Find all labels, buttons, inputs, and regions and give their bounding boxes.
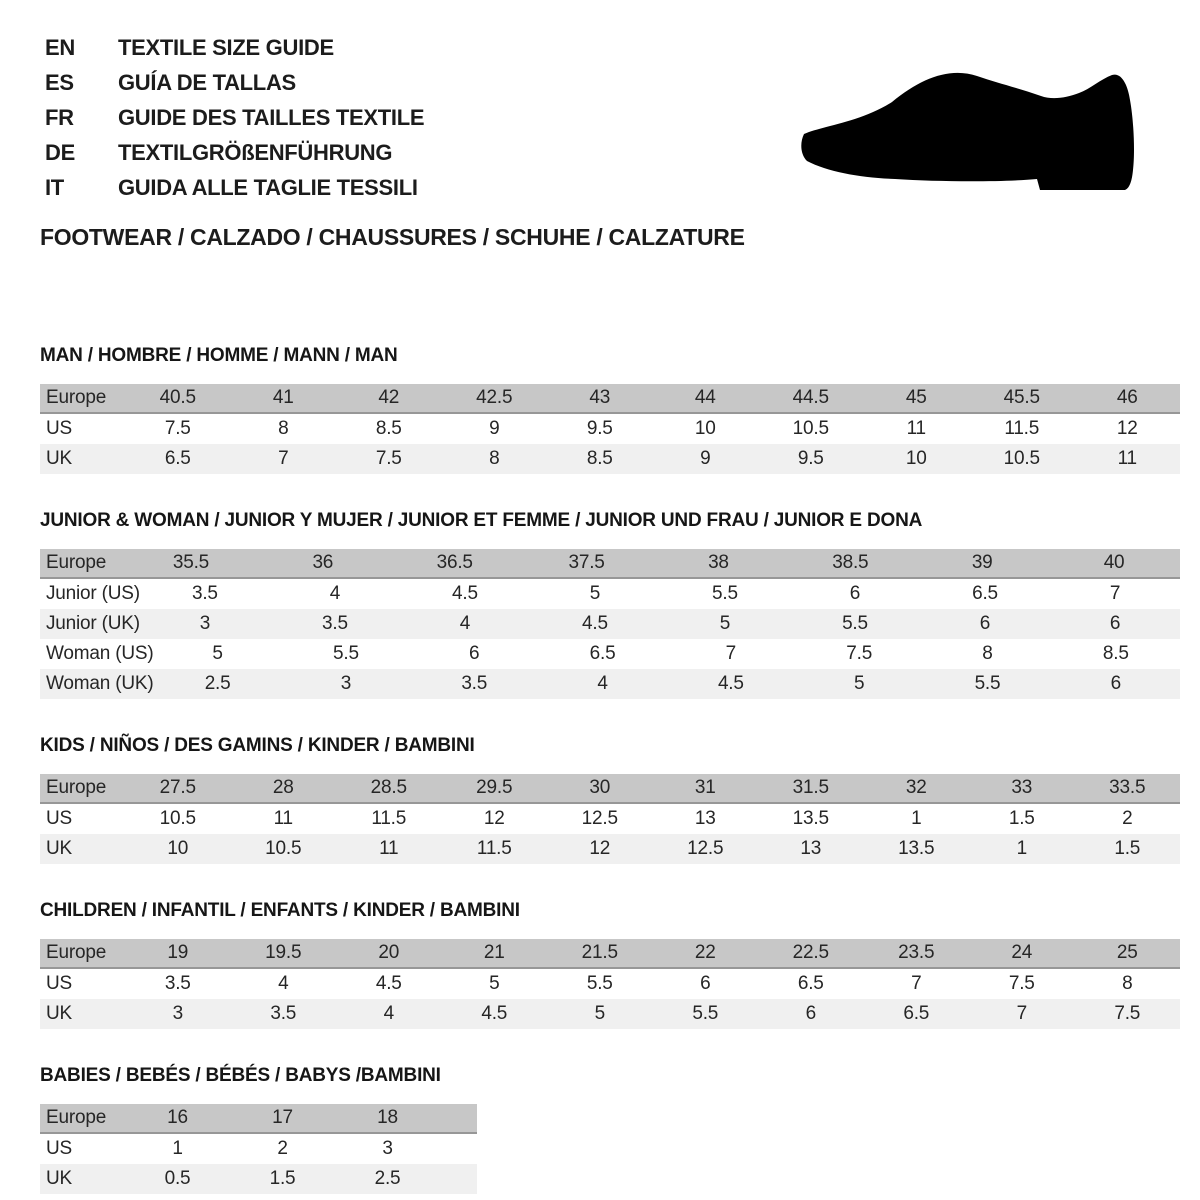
size-value: 9.5 <box>586 418 613 439</box>
size-value: 2 <box>1122 808 1133 829</box>
size-value: 8 <box>278 418 289 439</box>
size-value: 31 <box>694 777 716 798</box>
size-value: 4 <box>597 673 608 694</box>
size-value: 10.5 <box>159 808 196 829</box>
size-value: 11 <box>273 808 293 829</box>
size-section-children <box>40 900 1180 1029</box>
size-value: 36 <box>312 552 334 573</box>
size-value: 23.5 <box>898 942 935 963</box>
size-value: 3.5 <box>270 1003 297 1024</box>
size-value: 17 <box>272 1107 293 1128</box>
size-value: 10.5 <box>1003 448 1040 469</box>
size-value: 6 <box>700 973 711 994</box>
row-label: Europe <box>46 942 107 963</box>
table-row-babies-us <box>40 1134 477 1164</box>
row-label: US <box>46 808 72 829</box>
size-value: 4.5 <box>375 973 402 994</box>
table-row-children-europe <box>40 939 1180 969</box>
size-table-kids <box>40 774 1180 864</box>
language-row-es <box>45 65 424 100</box>
size-value: 10 <box>694 418 716 439</box>
size-value: 3.5 <box>191 583 218 604</box>
size-value: 39 <box>971 552 993 573</box>
size-value: 3 <box>199 613 211 634</box>
size-value: 42 <box>378 387 400 408</box>
category-heading: FOOTWEAR / CALZADO / CHAUSSURES / SCHUHE / CALZATURE <box>40 224 745 250</box>
language-code: IT <box>45 174 64 200</box>
table-row-junior-woman-woman-uk <box>40 669 1180 699</box>
size-value: 7.5 <box>1008 973 1035 994</box>
size-value: 31.5 <box>792 777 829 798</box>
size-value: 3.5 <box>322 613 348 634</box>
size-value: 35.5 <box>172 552 210 573</box>
row-label: Woman (US) <box>46 643 154 664</box>
shoe-icon <box>800 62 1140 197</box>
row-label: Junior (US) <box>46 583 140 604</box>
table-row-kids-us <box>40 804 1180 834</box>
guide-title-it: GUIDA ALLE TAGLIE TESSILI <box>118 174 418 200</box>
size-value: 44 <box>694 387 716 408</box>
size-value: 11.5 <box>1004 418 1040 439</box>
size-value: 11 <box>379 838 399 859</box>
size-value: 13 <box>694 808 716 829</box>
size-value: 24 <box>1011 942 1033 963</box>
size-value: 33.5 <box>1109 777 1146 798</box>
size-value: 6 <box>979 613 991 634</box>
table-row-kids-uk <box>40 834 1180 864</box>
size-value: 4.5 <box>452 583 478 604</box>
size-value: 42.5 <box>476 387 513 408</box>
size-value: 12 <box>1116 418 1138 439</box>
size-value: 41 <box>272 387 294 408</box>
table-row-junior-woman-woman-us <box>40 639 1180 669</box>
size-value: 7.5 <box>1114 1003 1141 1024</box>
size-value: 11.5 <box>371 808 407 829</box>
size-value: 4.5 <box>481 1003 508 1024</box>
guide-title-en: TEXTILE SIZE GUIDE <box>118 34 334 60</box>
size-value: 25 <box>1116 942 1138 963</box>
size-value: 21 <box>483 942 505 963</box>
table-row-junior-woman-europe <box>40 549 1180 579</box>
table-row-babies-europe <box>40 1104 477 1134</box>
language-code: EN <box>45 34 75 60</box>
size-value: 5.5 <box>692 1003 719 1024</box>
size-value: 4.5 <box>717 673 744 694</box>
size-value: 6 <box>805 1003 816 1024</box>
table-row-babies-uk <box>40 1164 477 1194</box>
size-value: 2 <box>277 1138 288 1159</box>
size-value: 36.5 <box>436 552 473 573</box>
size-value: 6.5 <box>589 643 616 664</box>
size-value: 9 <box>700 448 711 469</box>
size-value: 20 <box>378 942 400 963</box>
row-label: UK <box>46 1003 72 1024</box>
size-value: 8.5 <box>1102 643 1129 664</box>
size-value: 5.5 <box>333 643 359 664</box>
size-value: 30 <box>589 777 611 798</box>
size-value: 3.5 <box>461 673 488 694</box>
size-value: 7 <box>1109 583 1121 604</box>
row-label: US <box>46 1138 72 1159</box>
language-title-list <box>45 30 424 205</box>
size-value: 7 <box>1016 1003 1027 1024</box>
size-value: 19 <box>167 942 189 963</box>
size-section-kids <box>40 735 1180 864</box>
table-title-man: MAN / HOMBRE / HOMME / MANN / MAN <box>40 345 398 366</box>
size-value: 37.5 <box>568 552 605 573</box>
language-code: DE <box>45 139 75 165</box>
language-row-it <box>45 170 424 205</box>
size-value: 5.5 <box>974 673 1001 694</box>
size-value: 3 <box>382 1138 393 1159</box>
table-title-children: CHILDREN / INFANTIL / ENFANTS / KINDER / BAMBINI <box>40 900 520 921</box>
row-label: Europe <box>46 777 107 798</box>
size-value: 21.5 <box>581 942 618 963</box>
size-value: 29.5 <box>476 777 513 798</box>
size-value: 5.5 <box>586 973 613 994</box>
size-value: 40 <box>1103 552 1125 573</box>
size-value: 5 <box>853 673 865 694</box>
size-value: 5.5 <box>712 583 738 604</box>
size-value: 6.5 <box>164 448 191 469</box>
size-value: 40.5 <box>159 387 196 408</box>
table-row-man-uk <box>40 444 1180 474</box>
size-value: 13.5 <box>898 838 935 859</box>
size-value: 6.5 <box>797 973 824 994</box>
size-value: 18 <box>377 1107 398 1128</box>
table-title-babies: BABIES / BEBÉS / BÉBÉS / BABYS /BAMBINI <box>40 1065 441 1086</box>
size-value: 2.5 <box>204 673 231 694</box>
size-value: 10.5 <box>792 418 829 439</box>
size-value: 7.5 <box>375 448 402 469</box>
size-value: 6 <box>469 643 480 664</box>
size-value: 2.5 <box>374 1168 401 1189</box>
size-value: 38 <box>708 552 729 573</box>
table-row-kids-europe <box>40 774 1180 804</box>
size-value: 32 <box>905 777 927 798</box>
size-value: 33 <box>1011 777 1033 798</box>
size-value: 4 <box>459 613 471 634</box>
row-label: Junior (UK) <box>46 613 140 634</box>
size-value: 5.5 <box>842 613 868 634</box>
size-section-man <box>40 345 1180 474</box>
size-value: 3.5 <box>164 973 191 994</box>
size-section-junior-woman <box>40 510 1180 699</box>
table-row-junior-woman-junior-us <box>40 579 1180 609</box>
size-value: 22.5 <box>792 942 829 963</box>
size-value: 27.5 <box>159 777 196 798</box>
size-value: 6 <box>849 583 861 604</box>
language-code: FR <box>45 104 74 130</box>
size-value: 1.5 <box>269 1168 296 1189</box>
size-value: 7.5 <box>846 643 873 664</box>
size-value: 5 <box>589 583 601 604</box>
size-value: 4.5 <box>582 613 608 634</box>
size-value: 13.5 <box>792 808 829 829</box>
size-value: 7 <box>725 643 737 664</box>
size-value: 8 <box>982 643 993 664</box>
size-value: 11.5 <box>476 838 512 859</box>
guide-title-es: GUÍA DE TALLAS <box>118 69 296 95</box>
size-value: 9 <box>489 418 500 439</box>
size-table-babies <box>40 1104 477 1194</box>
row-label: Woman (UK) <box>46 673 154 694</box>
size-table-children <box>40 939 1180 1029</box>
size-value: 6.5 <box>903 1003 930 1024</box>
size-table-junior-woman <box>40 549 1180 699</box>
size-value: 4 <box>383 1003 394 1024</box>
guide-title-de: TEXTILGRÖßENFÜHRUNG <box>118 139 393 165</box>
size-value: 45 <box>905 387 927 408</box>
size-value: 6 <box>1110 673 1121 694</box>
size-value: 1.5 <box>1008 808 1035 829</box>
row-label: UK <box>46 1168 72 1189</box>
table-row-man-us <box>40 414 1180 444</box>
size-value: 8 <box>1122 973 1133 994</box>
size-value: 1 <box>1016 838 1027 859</box>
size-value: 46 <box>1116 387 1138 408</box>
size-value: 0.5 <box>164 1168 191 1189</box>
language-row-de <box>45 135 424 170</box>
size-value: 44.5 <box>792 387 829 408</box>
size-value: 13 <box>800 838 822 859</box>
size-tables <box>40 345 1180 1194</box>
size-value: 1 <box>172 1138 183 1159</box>
size-value: 5 <box>594 1003 605 1024</box>
size-value: 4 <box>278 973 289 994</box>
size-value: 6 <box>1109 613 1121 634</box>
table-row-children-us <box>40 969 1180 999</box>
table-row-children-uk <box>40 999 1180 1029</box>
size-value: 28 <box>272 777 294 798</box>
size-value: 7.5 <box>164 418 191 439</box>
size-value: 11 <box>906 418 926 439</box>
table-title-kids: KIDS / NIÑOS / DES GAMINS / KINDER / BAMBINI <box>40 735 475 756</box>
size-value: 7 <box>911 973 922 994</box>
size-value: 10.5 <box>265 838 302 859</box>
size-value: 5 <box>489 973 500 994</box>
row-label: Europe <box>46 1107 107 1128</box>
size-value: 6.5 <box>972 583 998 604</box>
size-value: 12 <box>483 808 505 829</box>
table-row-junior-woman-junior-uk <box>40 609 1180 639</box>
size-value: 19.5 <box>265 942 302 963</box>
row-label: Europe <box>46 387 107 408</box>
size-section-babies <box>40 1065 1180 1194</box>
language-code: ES <box>45 69 74 95</box>
size-value: 11 <box>1117 448 1137 469</box>
size-value: 12 <box>589 838 611 859</box>
size-value: 45.5 <box>1003 387 1040 408</box>
size-value: 1 <box>911 808 922 829</box>
row-label: US <box>46 418 72 439</box>
size-value: 8.5 <box>586 448 613 469</box>
size-value: 9.5 <box>797 448 824 469</box>
language-row-fr <box>45 100 424 135</box>
size-value: 4 <box>329 583 341 604</box>
size-value: 3 <box>340 673 352 694</box>
row-label: UK <box>46 448 72 469</box>
row-label: Europe <box>46 552 107 573</box>
row-label: UK <box>46 838 72 859</box>
table-title-junior-woman: JUNIOR & WOMAN / JUNIOR Y MUJER / JUNIOR ET FEMME / JUNIOR UND FRAU / JUNIOR E DONA <box>40 510 923 531</box>
size-value: 8 <box>489 448 500 469</box>
guide-title-fr: GUIDE DES TAILLES TEXTILE <box>118 104 425 130</box>
table-row-man-europe <box>40 384 1180 414</box>
size-value: 7 <box>278 448 289 469</box>
size-value: 10 <box>905 448 927 469</box>
size-value: 38.5 <box>832 552 869 573</box>
size-table-man <box>40 384 1180 474</box>
size-value: 12.5 <box>687 838 724 859</box>
size-value: 10 <box>167 838 189 859</box>
size-value: 43 <box>589 387 611 408</box>
size-value: 22 <box>694 942 716 963</box>
size-value: 1.5 <box>1114 838 1141 859</box>
size-value: 16 <box>167 1107 188 1128</box>
size-value: 12.5 <box>581 808 618 829</box>
size-value: 5 <box>212 643 223 664</box>
size-value: 5 <box>719 613 731 634</box>
language-row-en <box>45 30 424 65</box>
row-label: US <box>46 973 72 994</box>
size-value: 28.5 <box>370 777 407 798</box>
size-value: 3 <box>172 1003 183 1024</box>
size-value: 8.5 <box>375 418 402 439</box>
